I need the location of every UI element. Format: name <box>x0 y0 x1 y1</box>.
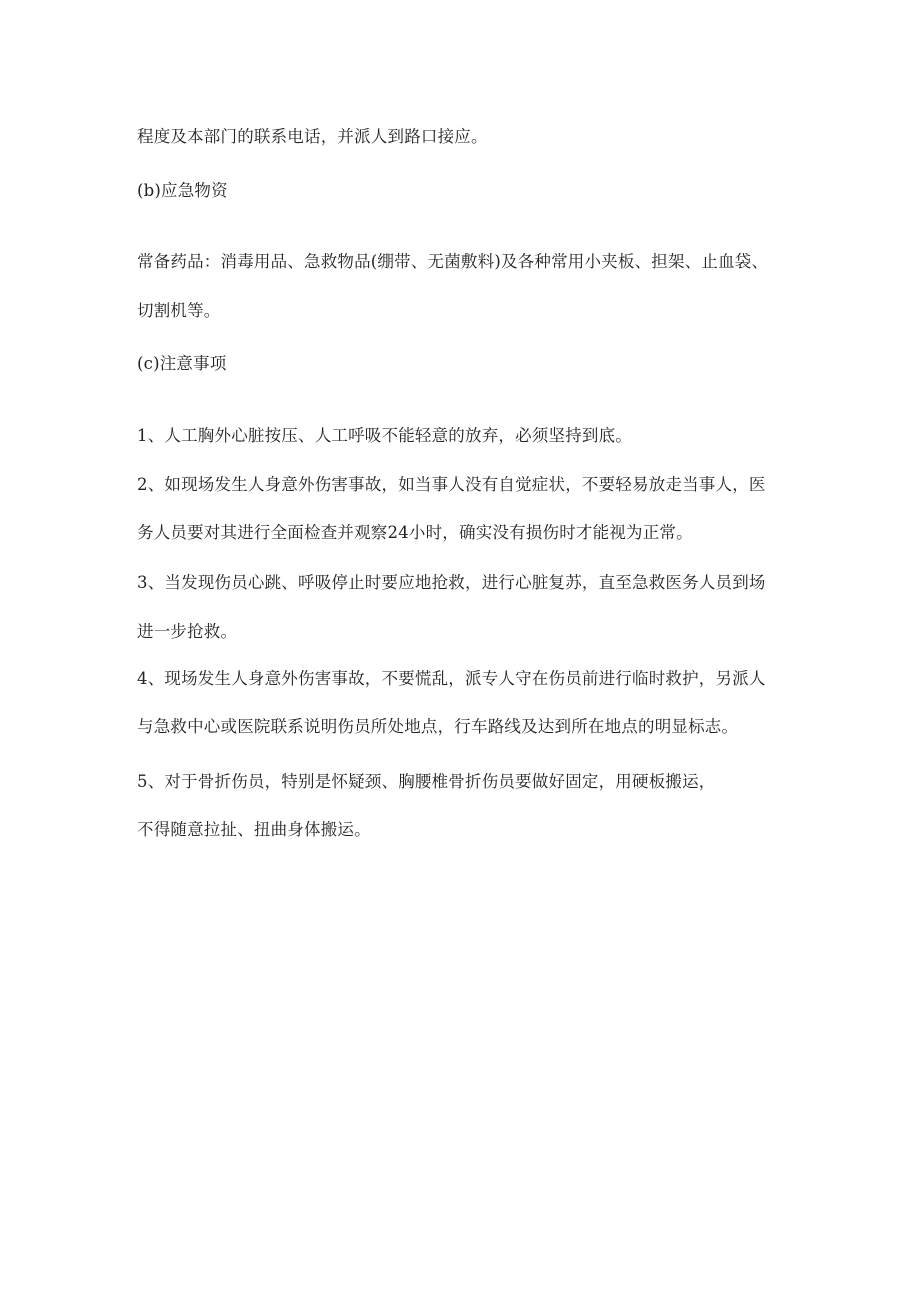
text-line-supplies: 常备药品：消毒用品、急救物品(绷带、无菌敷料)及各种常用小夹板、担架、止血袋、 <box>137 252 769 271</box>
list-item-3: 3、当发现伤员心跳、呼吸停止时要应地抢救，进行心脏复苏，直至急救医务人员到场 <box>137 573 766 592</box>
list-item-3-continuation: 进一步抢救。 <box>137 622 238 641</box>
list-item-5-continuation: 不得随意拉扯、扭曲身体搬运。 <box>137 820 371 839</box>
list-item-5: 5、对于骨折伤员，特别是怀疑颈、胸腰椎骨折伤员要做好固定，用硬板搬运， <box>137 772 716 791</box>
text-line-contact-continuation: 程度及本部门的联系电话，并派人到路口接应。 <box>137 127 488 146</box>
list-item-1: 1、人工胸外心脏按压、人工呼吸不能轻意的放弃，必须坚持到底。 <box>137 426 632 445</box>
text-line-supplies-continuation: 切割机等。 <box>137 301 221 320</box>
list-item-4-continuation: 与急救中心或医院联系说明伤员所处地点，行车路线及达到所在地点的明显标志。 <box>137 717 739 736</box>
section-heading-precautions: (c)注意事项 <box>137 354 227 373</box>
list-item-4: 4、现场发生人身意外伤害事故，不要慌乱，派专人守在伤员前进行临时救护，另派人 <box>137 669 766 688</box>
list-item-2-continuation: 务人员要对其进行全面检查并观察24小时，确实没有损伤时才能视为正常。 <box>137 523 693 542</box>
list-item-2: 2、如现场发生人身意外伤害事故，如当事人没有自觉症状，不要轻易放走当事人，医 <box>137 475 766 494</box>
section-heading-emergency-supplies: (b)应急物资 <box>137 181 228 200</box>
